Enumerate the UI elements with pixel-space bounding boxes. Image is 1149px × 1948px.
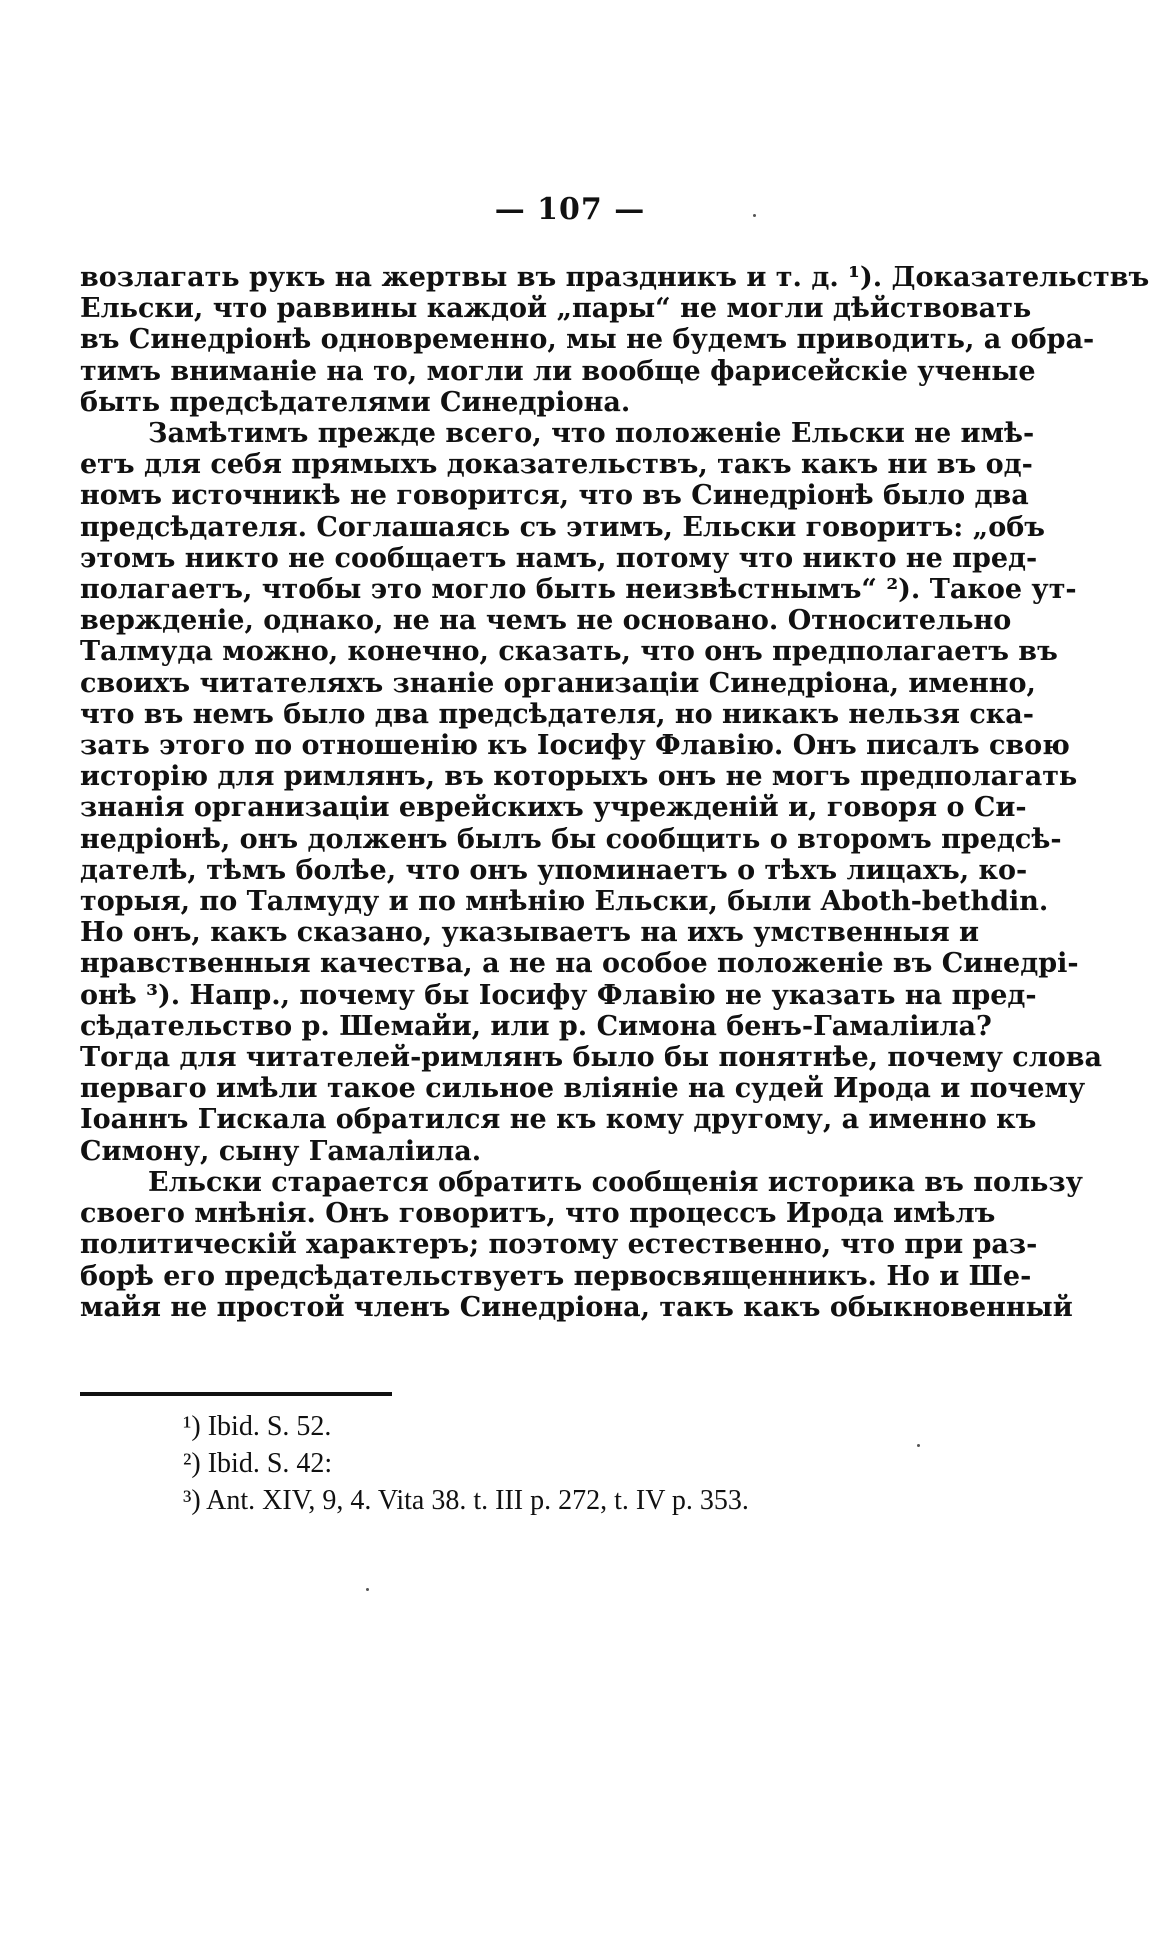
- text-line: нравственныя качества, а не на особое положеніе въ Синедрі-: [80, 948, 1079, 980]
- text-line: въ Синедріонѣ одновременно, мы не будемъ приводить, а обра-: [80, 324, 1095, 356]
- scan-speck: [366, 1588, 369, 1591]
- text-line: знанія организаціи еврейскихъ учрежденій и, говоря о Си-: [80, 792, 1027, 824]
- text-line: исторію для римлянъ, въ которыхъ онъ не могъ предполагать: [80, 761, 1078, 793]
- scan-speck: [917, 1444, 920, 1447]
- text-line: своихъ читателяхъ знаніе организаціи Синедріона, именно,: [80, 667, 1036, 699]
- footnote-2: ²) Ibid. S. 42:: [183, 1448, 333, 1479]
- text-line: недріонѣ, онъ долженъ былъ бы сообщить о второмъ предсѣ-: [80, 823, 1062, 855]
- text-line: вержденіе, однако, не на чемъ не основано. Относительно: [80, 605, 1012, 637]
- text-line: Талмуда можно, конечно, сказать, что онъ предполагаетъ въ: [80, 636, 1058, 668]
- text-line: этомъ никто не сообщаетъ намъ, потому что никто не пред-: [80, 542, 1038, 574]
- paragraph: [80, 262, 1149, 418]
- text-line: своего мнѣнія. Онъ говоритъ, что процессъ Ирода имѣлъ: [80, 1198, 996, 1230]
- text-line: политическій характеръ; поэтому естественно, что при раз-: [80, 1229, 1038, 1261]
- text-line: майя не простой членъ Синедріона, такъ какъ обыкновенный: [80, 1291, 1073, 1323]
- text-line: Симону, сыну Гамаліила.: [80, 1135, 482, 1167]
- text-line: Тогда для читателей-римлянъ было бы понятнѣе, почему слова: [80, 1042, 1103, 1074]
- body-text: [80, 262, 1149, 1323]
- text-line: Замѣтимъ прежде всего, что положеніе Ельски не имѣ-: [148, 418, 1035, 450]
- text-line: борѣ его предсѣдательствуетъ первосвященникъ. Но и Ше-: [80, 1260, 1032, 1292]
- text-line: сѣдательство р. Шемайи, или р. Симона бенъ-Гамаліила?: [80, 1010, 992, 1042]
- footnote-1: ¹) Ibid. S. 52.: [183, 1411, 332, 1442]
- scan-speck: [753, 214, 756, 217]
- text-line: Ельски, что раввины каждой „пары“ не могли дѣйствовать: [80, 293, 1032, 325]
- footnotes: [183, 1408, 883, 1519]
- paragraph: [80, 418, 1103, 1167]
- text-line: етъ для себя прямыхъ доказательствъ, такъ какъ ни въ од-: [80, 449, 1033, 481]
- text-line: зать этого по отношенію къ Іосифу Флавію. Онъ писалъ свою: [80, 730, 1070, 762]
- footnote-rule: [80, 1392, 392, 1396]
- text-line: Іоаннъ Гискала обратился не къ кому другому, а именно къ: [80, 1104, 1037, 1136]
- text-line: Ельски старается обратить сообщенія историка въ пользу: [148, 1166, 1083, 1198]
- page-number: — 107 —: [494, 192, 646, 227]
- text-line: дателѣ, тѣмъ болѣе, что онъ упоминаетъ о тѣхъ лицахъ, ко-: [80, 854, 1028, 886]
- text-line: что въ немъ было два предсѣдателя, но никакъ нельзя ска-: [80, 698, 1034, 730]
- text-line: тимъ вниманіе на то, могли ли вообще фарисейскіе ученые: [80, 355, 1036, 387]
- text-line: полагаетъ, чтобы это могло быть неизвѣстнымъ“ ²). Такое ут-: [80, 574, 1077, 606]
- text-line: Но онъ, какъ сказано, указываетъ на ихъ умственныя и: [80, 917, 980, 949]
- text-line: онѣ ³). Напр., почему бы Іосифу Флавію не указать на пред-: [80, 979, 1037, 1011]
- text-line: торыя, по Талмуду и по мнѣнію Ельски, были Aboth-bethdin.: [80, 886, 1049, 918]
- paragraph: [80, 1166, 1083, 1323]
- text-line: возлагать рукъ на жертвы въ праздникъ и т. д. ¹). Доказательствъ: [80, 262, 1149, 293]
- footnote-3: ³) Ant. XIV, 9, 4. Vita 38. t. III p. 272, t. IV p. 353.: [183, 1485, 749, 1516]
- text-line: быть предсѣдателями Синедріона.: [80, 386, 631, 418]
- text-line: перваго имѣли такое сильное вліяніе на судей Ирода и почему: [80, 1073, 1086, 1105]
- text-line: предсѣдателя. Соглашаясь съ этимъ, Ельски говоритъ: „объ: [80, 511, 1045, 543]
- text-line: номъ источникѣ не говорится, что въ Синедріонѣ было два: [80, 480, 1029, 512]
